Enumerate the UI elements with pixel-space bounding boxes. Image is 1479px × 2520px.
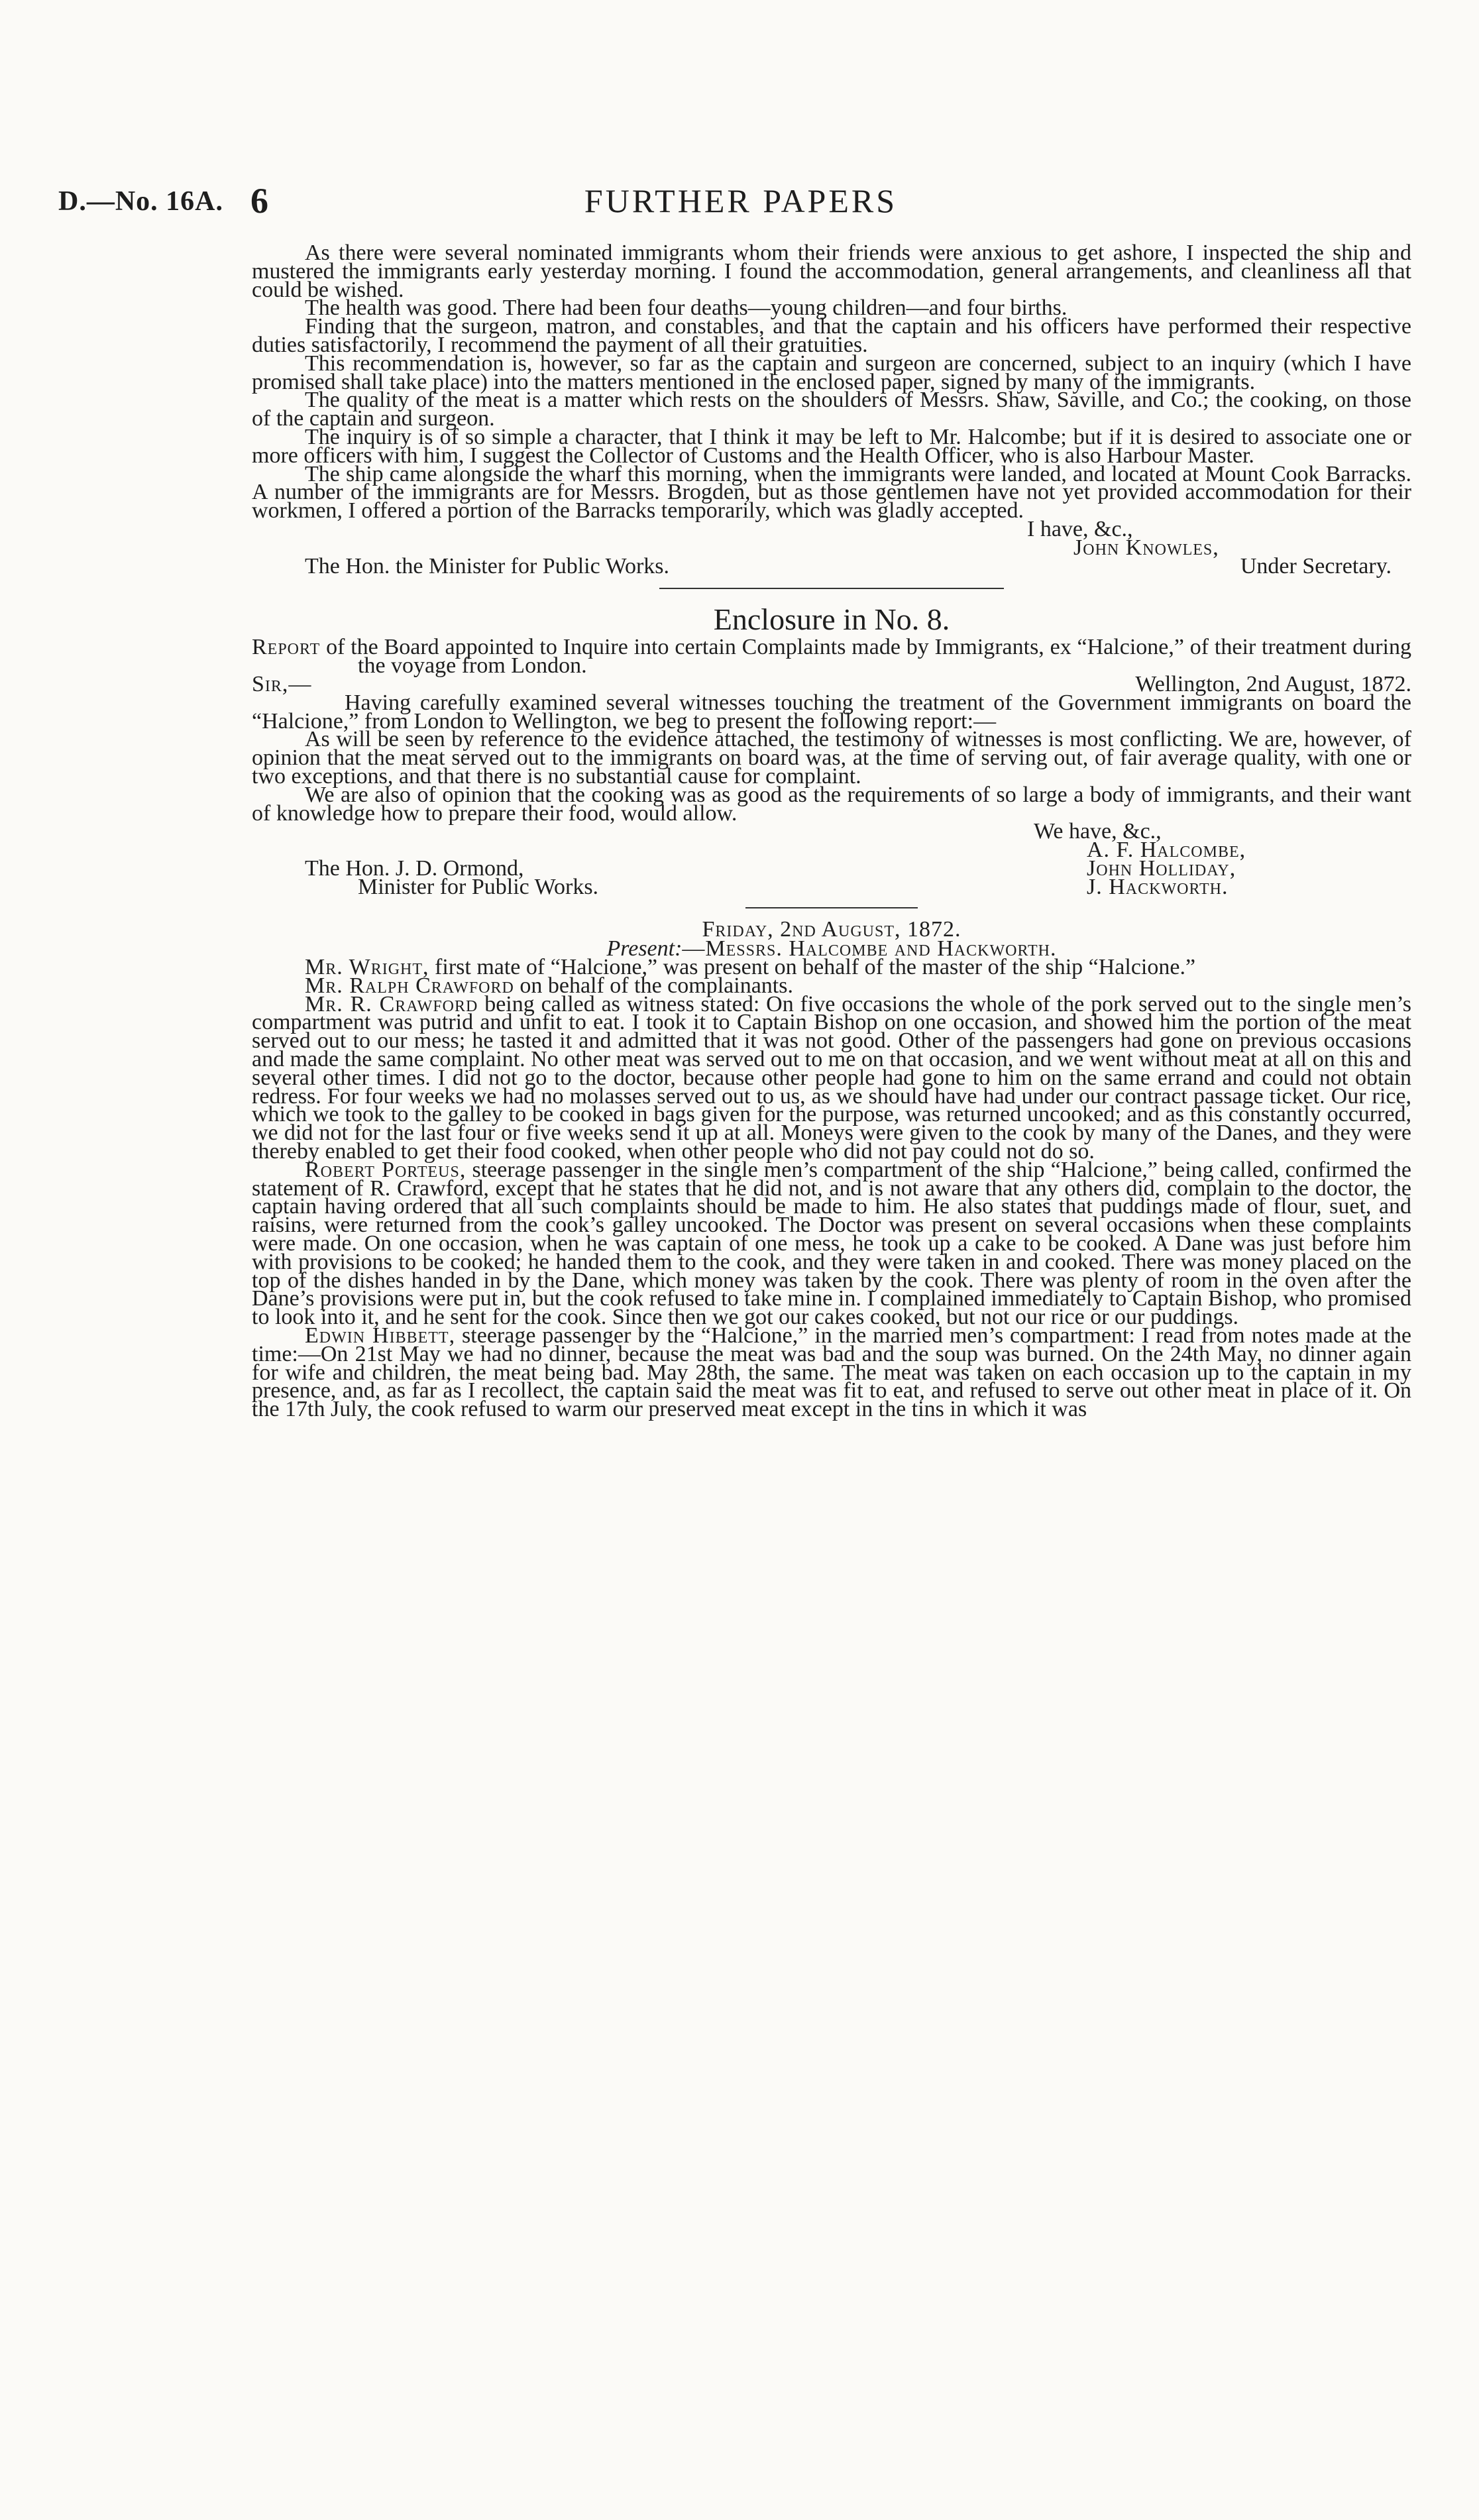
letter-paragraph: The ship came alongside the wharf this morning, when the immigrants were landed, and located at Mount Cook Barracks. A number of the immigrants are for Messrs. Brogden, but as those gentlemen have not yet provided accommodation for their workmen, I offered a portion of the Barracks temporarily, which was gladly accepted. bbox=[252, 461, 1411, 523]
speaker-name: Mr. Wright, bbox=[305, 955, 429, 980]
entry-text: on behalf of the complainants. bbox=[514, 973, 793, 998]
letter-signer-title: Under Secretary. bbox=[1240, 553, 1392, 578]
report-paragraph: We are also of opinion that the cooking was as good as the requirements of so large a body of immigrants, and their want of knowledge how to prepare their food, would allow. bbox=[252, 782, 1411, 826]
report-addressee-title: Minister for Public Works. bbox=[358, 874, 599, 899]
place-date: Wellington, 2nd August, 1872. bbox=[1135, 671, 1411, 696]
report-addressee: The Hon. J. D. Ormond, bbox=[305, 855, 524, 881]
letter-section bbox=[252, 241, 1411, 578]
enclosure-section bbox=[252, 602, 1412, 899]
present-label: Present: bbox=[606, 936, 683, 961]
report-closing: We have, &c., bbox=[1034, 819, 1162, 844]
minutes-entry bbox=[252, 991, 1411, 1164]
letter-paragraph: The inquiry is of so simple a character, that I think it may be left to Mr. Halcombe; but if it is desired to associate one or more officers with him, I suggest the Collector of Customs and the Health Officer, who is also Harbour Master. bbox=[252, 424, 1411, 468]
page-number: 6 bbox=[250, 181, 268, 221]
minutes-entry bbox=[252, 1157, 1412, 1330]
report-paragraph: As will be seen by reference to the evidence attached, the testimony of witnesses is most conflicting. We are, however, of opinion that the meat served out to the immigrants on board was, at the time of serving out, of fair average quality, with one or two exceptions, and that there is no substantial cause for complaint. bbox=[252, 727, 1411, 789]
section-divider bbox=[659, 588, 1004, 589]
letter-paragraph: This recommendation is, however, so far as the captain and surgeon are concerned, subject to an inquiry (which I have promised shall take place) into the matters mentioned in the enclosed paper, signed by many of the immigrants. bbox=[252, 351, 1411, 394]
report-signer: J. Hackworth. bbox=[1087, 874, 1229, 899]
letter-paragraph: Finding that the surgeon, matron, and constables, and that the captain and his officers have performed their respective duties satisfactorily, I recommend the payment of all their gratuities. bbox=[252, 314, 1411, 357]
minutes-date: Friday, 2nd August, 1872. bbox=[702, 916, 961, 942]
running-title: FURTHER PAPERS bbox=[584, 182, 898, 219]
letter-footer bbox=[252, 553, 1411, 578]
letter-paragraph: The quality of the meat is a matter which rests on the shoulders of Messrs. Shaw, Saville, and Co.; the cooking, on those of the captain and surgeon. bbox=[252, 388, 1411, 431]
page-header bbox=[58, 180, 1423, 227]
letter-paragraph: The health was good. There had been four deaths—young children—and four births. bbox=[305, 296, 1068, 321]
enclosure-title: Enclosure in No. 8. bbox=[713, 602, 950, 637]
entry-text: being called as witness stated: On five occasions the whole of the pork served out to the single men’s compartment was putrid and unfit to eat. I took it to Captain Bishop on one occasion, and showed him the portion of the meat served out to our mess; he tasted it and admitted that it was not good. Other of the passengers had gone on previous occasions and made the same complaint. No other meat was served out to me on that occasion, and we went without meat at all on this and several other times. I did not go to the doctor, because other people had gone to him on the same errand and could not obtain redress. For four weeks we had no molasses served out to us, as we should have had under our contract passage ticket. Our rice, which we took to the galley to be cooked in bags given for the purpose, was returned uncooked; and as this constantly occurred, we did not for the last four or five weeks send it up at all. Moneys were given to the cook by many of the Danes, and they were thereby enabled to get their food cooked, when other people who did not pay could not do so. bbox=[252, 991, 1411, 1164]
entry-text: steerage passenger by the “Halcione,” in the married men’s compartment: I read from notes made at the time:—On 21st May we had no dinner, because the meat was bad and the soup was burned. On the 24th May, no dinner again for wife and children, the meat being bad. May 28th, the same. The meat was taken on each occasion up to the captain in my presence, and, as far as I recollect, the captain said the meat was fit to eat, and refused to serve out other meat in place of it. On the 17th July, the cook refused to warm our preserved meat except in the tins in which it was bbox=[252, 1323, 1411, 1422]
report-label: Report bbox=[252, 635, 321, 660]
report-heading bbox=[252, 635, 1412, 679]
entry-text: first mate of “Halcione,” was present on behalf of the master of the ship “Halcione.” bbox=[429, 955, 1196, 980]
present-names: —Messrs. Halcombe and Hackworth. bbox=[682, 936, 1057, 961]
letter-signer: John Knowles, bbox=[1073, 535, 1219, 560]
letter-paragraph: As there were several nominated immigrants whom their friends were anxious to get ashore, I inspected the ship and mustered the immigrants early yesterday morning. I found the accommodation, general arrangements, and cleanliness all that could be wished. bbox=[252, 241, 1411, 302]
report-signer-row bbox=[252, 874, 1411, 899]
speaker-name: Robert Porteus, bbox=[305, 1157, 466, 1182]
report-heading-text: of the Board appointed to Inquire into certain Complaints made by Immigrants, ex “Halcione,” of their treatment during the voyage from London. bbox=[326, 635, 1412, 679]
entry-text: steerage passenger in the single men’s compartment of the ship “Halcione,” being called, confirmed the statement of R. Crawford, except that he states that he did not, and is not aware that any others did, complain to the doctor, the captain having ordered that all such complaints should be made to him. He also states that puddings made of flour, suet, and raisins, were returned from the cook’s galley uncooked. The Doctor was present on several occasions when these complaints were made. On one occasion, when he was captain of one mess, he took up a cake to be cooked. A Dane was just before him with provisions to be cooked; he handed them to the cook, and they were taken in and cooked. There was money placed on the top of the dishes handed in by the Dane, which money was taken by the cook. There was plenty of room in the oven after the Dane’s provisions were put in, but the cook refused to take mine in. I complained immediately to Captain Bishop, who promised to look into it, and he sent for the cook. Since then we got our cakes cooked, but not our rice or our puddings. bbox=[252, 1157, 1412, 1330]
report-signer: A. F. Halcombe, bbox=[1087, 838, 1246, 863]
letter-addressee: The Hon. the Minister for Public Works. bbox=[305, 553, 670, 578]
minutes-entry bbox=[252, 1323, 1411, 1422]
report-signer: John Holliday, bbox=[1087, 855, 1236, 881]
letter-closing: I have, &c., bbox=[1027, 516, 1133, 541]
document-reference: D.—No. 16A. bbox=[58, 186, 223, 217]
report-paragraph: Having carefully examined several witnesses touching the treatment of the Government immigrants on board the “Halcione,” from London to Wellington, we beg to present the following report:— bbox=[252, 690, 1411, 734]
minutes-section bbox=[252, 916, 1412, 1422]
salutation: Sir,— bbox=[252, 671, 312, 696]
speaker-name: Edwin Hibbett, bbox=[305, 1323, 456, 1348]
section-divider bbox=[745, 907, 918, 908]
speaker-name: Mr. R. Crawford bbox=[305, 991, 478, 1016]
page-body bbox=[252, 241, 1412, 1422]
speaker-name: Mr. Ralph Crawford bbox=[305, 973, 514, 998]
